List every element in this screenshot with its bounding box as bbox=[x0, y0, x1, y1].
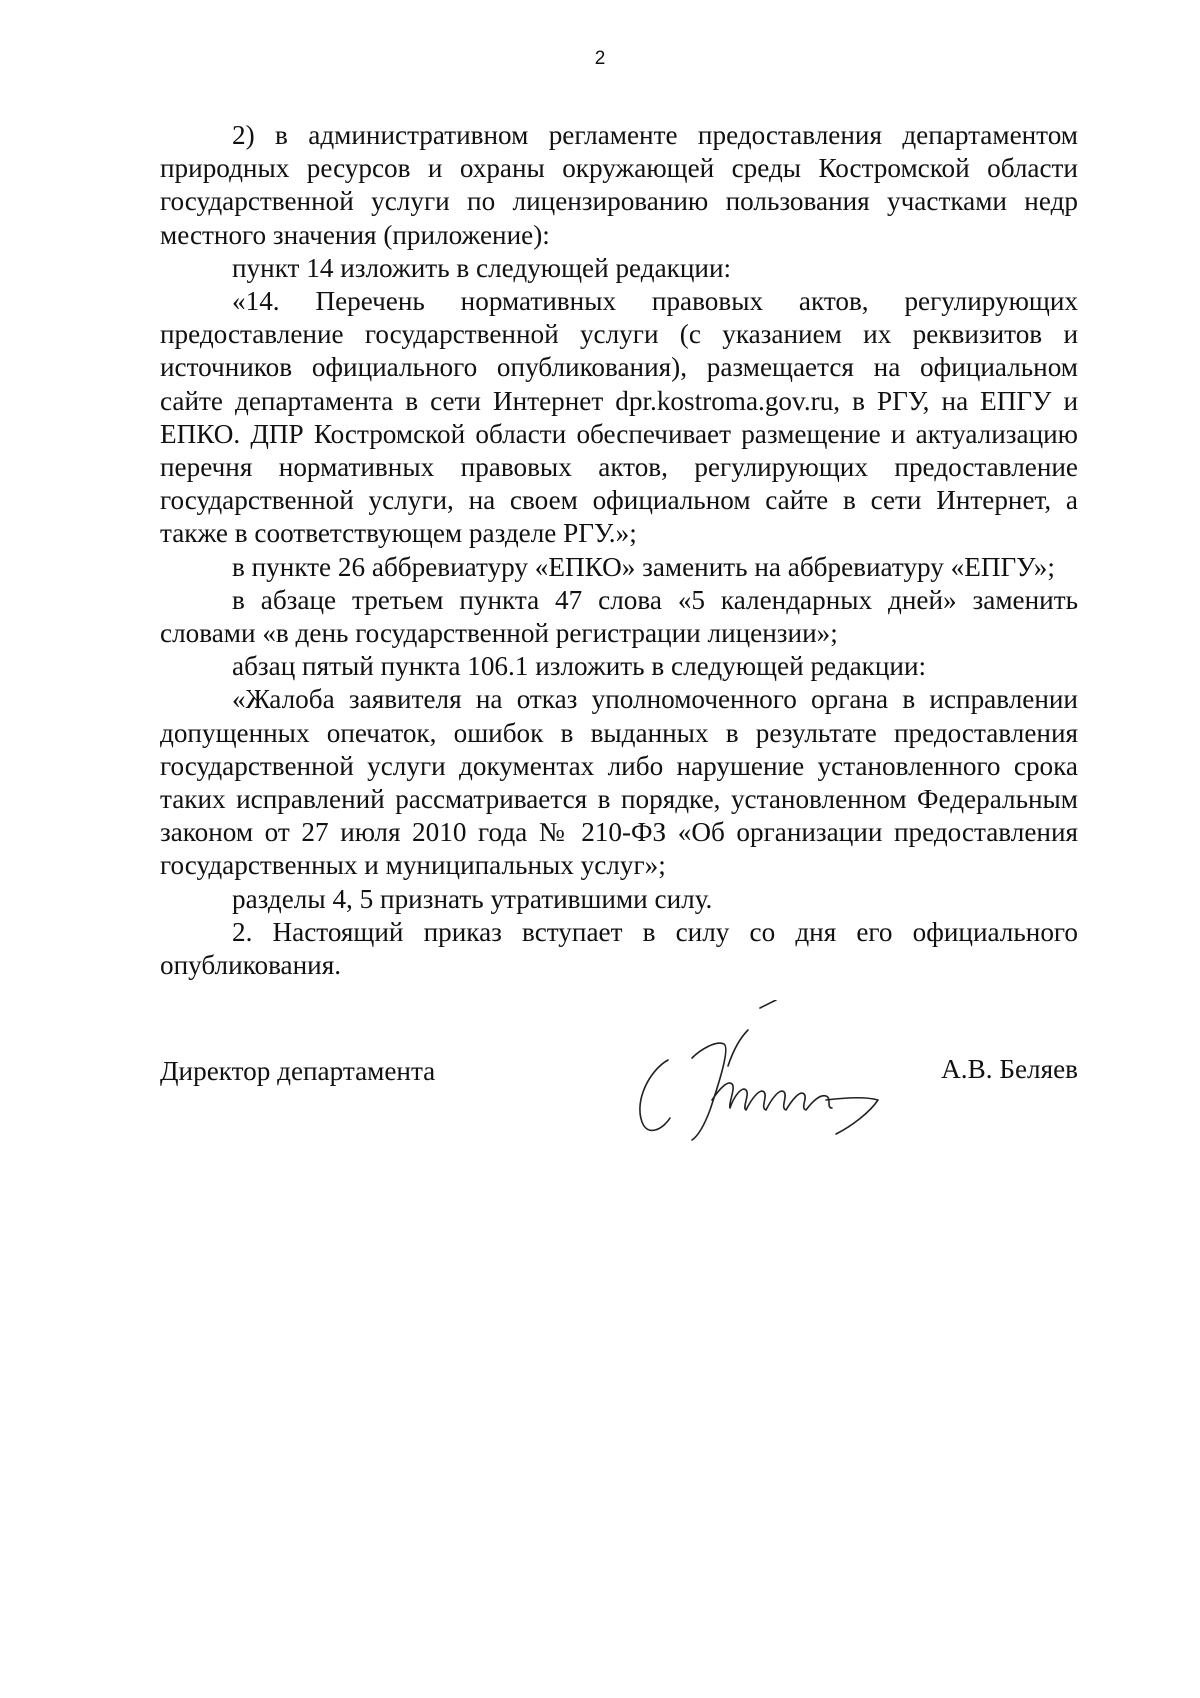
paragraph-item-14-intro: пункт 14 изложить в следующей редакции: bbox=[232, 252, 732, 283]
signature-block bbox=[160, 1000, 1078, 1160]
paragraph-effective-date: 2. Настоящий приказ вступает в силу со дня его официального опубликования. bbox=[160, 916, 1078, 981]
paragraph-sections-void: разделы 4, 5 признать утратившими силу. bbox=[232, 883, 713, 914]
signer-title: Директор департамента bbox=[160, 1056, 436, 1086]
paragraph-item-106-1-text: «Жалоба заявителя на отказ уполномоченного органа в исправлении допущенных опечаток, ошибок в выданных в результате предоставления государственной услуги документах либо нарушение установленного срока таких исправлений рассматривается в порядке, установленном Федеральным законом от 27 июля 2010 года № 210-ФЗ «Об организации предоставления государственных и муниципальных услуг»; bbox=[160, 684, 1078, 881]
paragraph-regulation-amendment: 2) в административном регламенте предоставления департаментом природных ресурсов и охраны окружающей среды Костромской области государственной услуги по лицензированию пользования участками недр местного значения (приложение): bbox=[160, 120, 1078, 250]
handwritten-signature bbox=[620, 1000, 940, 1150]
paragraph-item-106-1-intro: абзац пятый пункта 106.1 изложить в следующей редакции: bbox=[232, 651, 927, 682]
page-number: 2 bbox=[594, 48, 606, 69]
signer-name: А.В. Беляев bbox=[941, 1054, 1078, 1084]
paragraph-item-14-text: «14. Перечень нормативных правовых актов, регулирующих предоставление государственной услуги (с указанием их реквизитов и источников официального опубликования), размещается на официальном сайте департамента в сети Интернет dpr.kostroma.gov.ru, в РГУ, на ЕПГУ и ЕПКО. ДПР Костромской области обеспечивает размещение и актуализацию перечня нормативных правовых актов, регулирующих предоставление государственной услуги, на своем официальном сайте в сети Интернет, а также в соответствующем разделе РГУ.»; bbox=[160, 286, 1078, 549]
document-body bbox=[160, 119, 1078, 982]
paragraph-item-26: в пункте 26 аббревиатуру «ЕПКО» заменить на аббревиатуру «ЕПГУ»; bbox=[232, 551, 1055, 582]
paragraph-item-47: в абзаце третьем пункта 47 слова «5 календарных дней» заменить словами «в день государственной регистрации лицензии»; bbox=[160, 584, 1078, 649]
